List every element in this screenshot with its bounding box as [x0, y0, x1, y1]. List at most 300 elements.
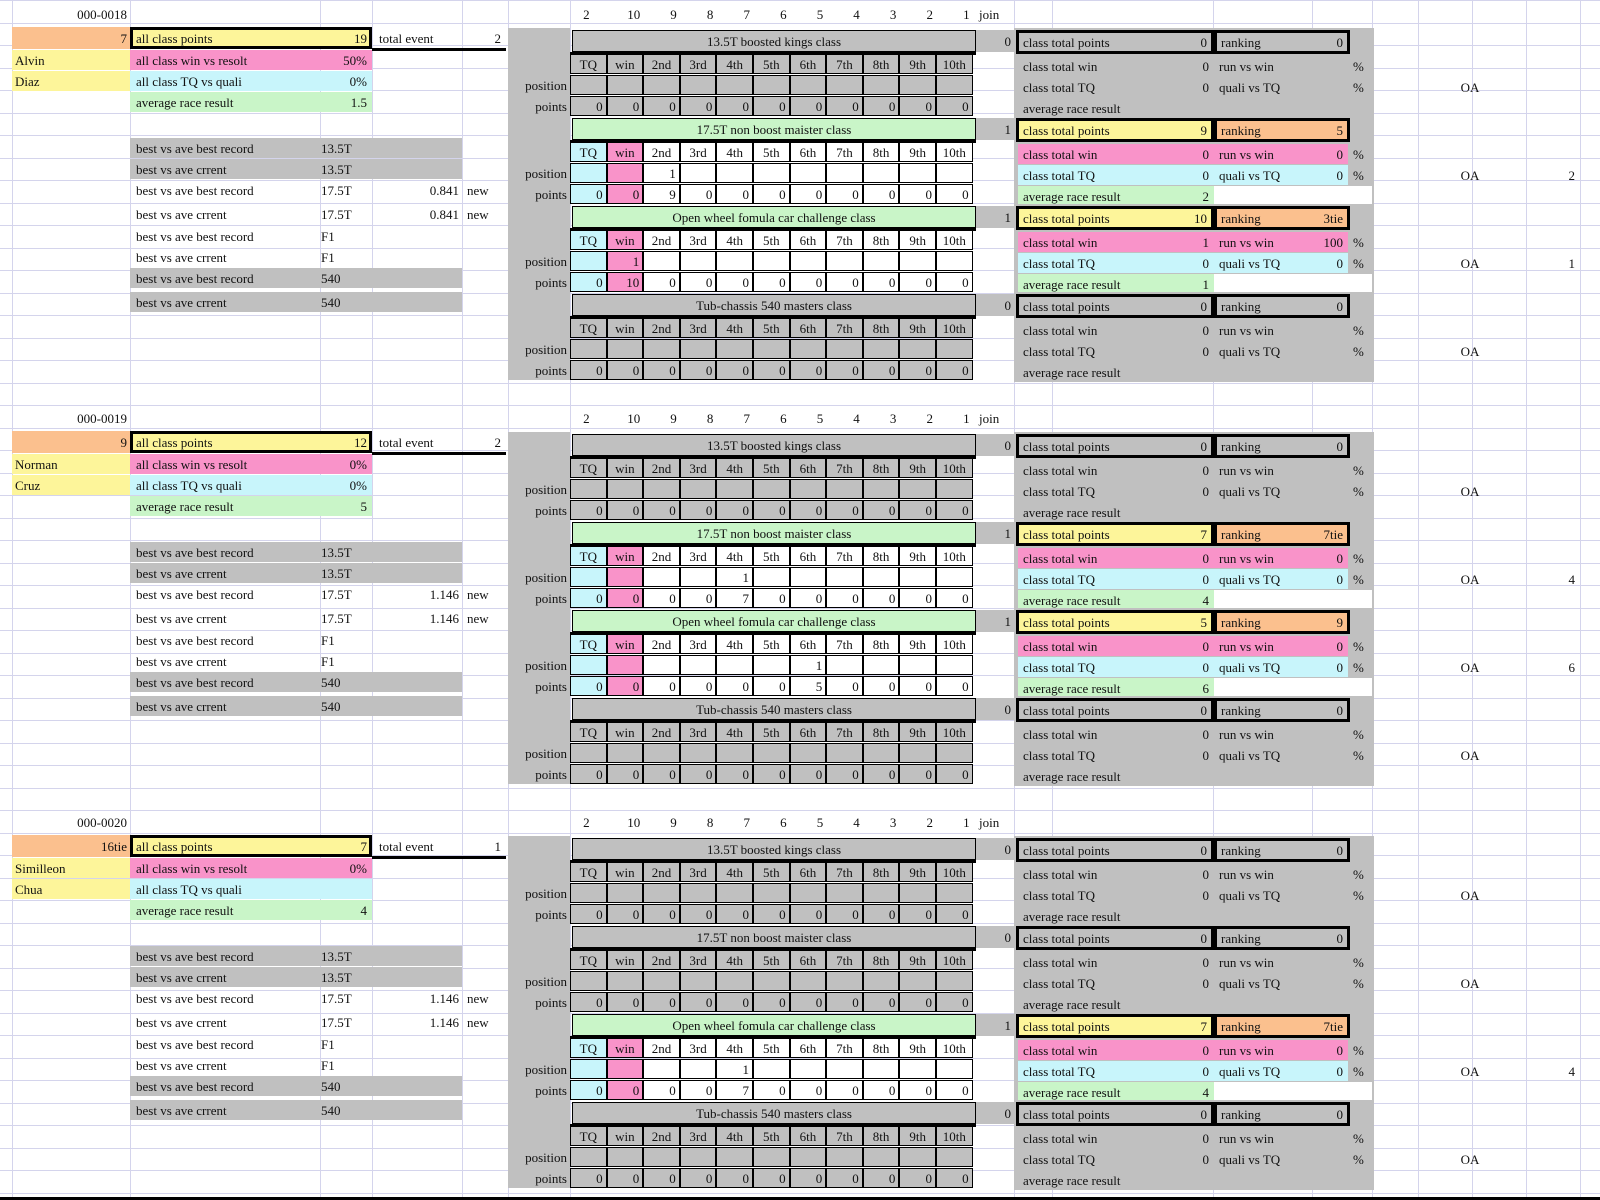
- points-cell[interactable]: 0: [570, 184, 607, 204]
- position-cell[interactable]: [826, 1147, 863, 1167]
- class-total-tq-value[interactable]: 0: [1202, 167, 1209, 183]
- position-cell[interactable]: [570, 163, 607, 183]
- total-event-value[interactable]: 2: [494, 30, 501, 46]
- points-cell[interactable]: 0: [826, 360, 863, 380]
- record-flag[interactable]: new: [467, 1014, 489, 1030]
- points-cell[interactable]: 0: [643, 764, 680, 784]
- column-header-10th[interactable]: 10th: [936, 458, 973, 478]
- record-flag[interactable]: [464, 651, 504, 671]
- position-cell[interactable]: [936, 971, 973, 991]
- position-cell[interactable]: [680, 75, 717, 95]
- column-header-8th[interactable]: 8th: [863, 142, 900, 162]
- position-cell[interactable]: [607, 567, 644, 587]
- column-header-2nd[interactable]: 2nd: [643, 634, 680, 654]
- class-total-win-value[interactable]: 0: [1202, 866, 1209, 882]
- position-cell[interactable]: [643, 567, 680, 587]
- position-cell[interactable]: [716, 339, 753, 359]
- position-cell[interactable]: [790, 163, 827, 183]
- points-cell[interactable]: 0: [680, 588, 717, 608]
- record-value[interactable]: [380, 651, 462, 671]
- column-header-7th[interactable]: 7th: [826, 230, 863, 250]
- column-header-9th[interactable]: 9th: [899, 1126, 936, 1146]
- position-cell[interactable]: [790, 339, 827, 359]
- racer-id[interactable]: 000-0019: [77, 410, 127, 426]
- points-cell[interactable]: 0: [716, 272, 753, 292]
- points-cell[interactable]: 0: [643, 588, 680, 608]
- column-header-9th[interactable]: 9th: [899, 142, 936, 162]
- column-header-10th[interactable]: 10th: [936, 950, 973, 970]
- points-cell[interactable]: 0: [753, 764, 790, 784]
- record-class[interactable]: F1: [321, 228, 335, 244]
- points-cell[interactable]: 0: [863, 1168, 900, 1188]
- position-cell[interactable]: [936, 479, 973, 499]
- run-vs-win-value[interactable]: [1290, 952, 1346, 972]
- record-class[interactable]: F1: [321, 1057, 335, 1073]
- points-cell[interactable]: 0: [899, 992, 936, 1012]
- column-header-10th[interactable]: 10th: [936, 1038, 973, 1058]
- oa-value[interactable]: [1530, 77, 1578, 97]
- column-header-TQ[interactable]: TQ: [570, 458, 607, 478]
- position-cell[interactable]: [643, 1147, 680, 1167]
- class-average-value[interactable]: [1150, 994, 1212, 1014]
- position-cell[interactable]: [643, 479, 680, 499]
- record-value[interactable]: 0.841: [429, 182, 459, 198]
- position-cell[interactable]: [936, 251, 973, 271]
- points-cell[interactable]: 0: [570, 1080, 607, 1100]
- column-header-6th[interactable]: 6th: [790, 950, 827, 970]
- points-cell[interactable]: 0: [570, 992, 607, 1012]
- points-cell[interactable]: 0: [826, 992, 863, 1012]
- position-cell[interactable]: [607, 655, 644, 675]
- column-header-4th[interactable]: 4th: [716, 142, 753, 162]
- class-join-value[interactable]: 0: [976, 698, 1014, 720]
- class-join-value[interactable]: 1: [976, 1014, 1014, 1036]
- column-header-6th[interactable]: 6th: [790, 230, 827, 250]
- points-cell[interactable]: 0: [680, 676, 717, 696]
- class-total-tq-value[interactable]: 0: [1202, 1063, 1209, 1079]
- column-header-6th[interactable]: 6th: [790, 634, 827, 654]
- points-cell[interactable]: 0: [899, 360, 936, 380]
- column-header-4th[interactable]: 4th: [716, 1126, 753, 1146]
- ranking-value[interactable]: 9: [1336, 614, 1343, 630]
- quali-vs-tq-value[interactable]: 0: [1336, 1063, 1343, 1079]
- position-cell[interactable]: [899, 163, 936, 183]
- column-header-7th[interactable]: 7th: [826, 1038, 863, 1058]
- column-header-6th[interactable]: 6th: [790, 54, 827, 74]
- position-cell[interactable]: [863, 163, 900, 183]
- class-total-tq-value[interactable]: 0: [1202, 571, 1209, 587]
- all-class-tq-value[interactable]: [300, 879, 370, 899]
- column-header-4th[interactable]: 4th: [716, 722, 753, 742]
- position-cell[interactable]: [607, 1147, 644, 1167]
- ranking-value[interactable]: 0: [1336, 34, 1343, 50]
- position-cell[interactable]: [570, 1059, 607, 1079]
- position-cell[interactable]: [790, 883, 827, 903]
- position-cell[interactable]: [643, 339, 680, 359]
- position-cell[interactable]: 1: [716, 1059, 753, 1079]
- oa-value[interactable]: [1530, 341, 1578, 361]
- position-cell[interactable]: [680, 567, 717, 587]
- column-header-7th[interactable]: 7th: [826, 318, 863, 338]
- position-cell[interactable]: [643, 655, 680, 675]
- points-cell[interactable]: 0: [899, 904, 936, 924]
- run-vs-win-value[interactable]: [1290, 320, 1346, 340]
- all-class-win-value[interactable]: 50%: [343, 52, 367, 68]
- column-header-5th[interactable]: 5th: [753, 458, 790, 478]
- class-total-points-value[interactable]: 10: [1194, 210, 1207, 226]
- class-title[interactable]: 17.5T non boost maister class: [572, 118, 976, 140]
- racer-first-name[interactable]: Norman: [12, 454, 130, 474]
- points-cell[interactable]: 0: [570, 588, 607, 608]
- points-cell[interactable]: 0: [607, 184, 644, 204]
- overall-rank[interactable]: 7: [12, 27, 130, 49]
- class-total-tq-value[interactable]: 0: [1202, 887, 1209, 903]
- points-cell[interactable]: 7: [716, 1080, 753, 1100]
- position-cell[interactable]: [899, 743, 936, 763]
- points-cell[interactable]: 0: [680, 360, 717, 380]
- points-cell[interactable]: 0: [790, 500, 827, 520]
- record-flag[interactable]: [464, 268, 504, 288]
- class-title[interactable]: Tub-chassis 540 masters class: [572, 294, 976, 316]
- run-vs-win-value[interactable]: 0: [1336, 638, 1343, 654]
- points-cell[interactable]: 0: [790, 1168, 827, 1188]
- column-header-8th[interactable]: 8th: [863, 950, 900, 970]
- position-cell[interactable]: [570, 479, 607, 499]
- record-flag[interactable]: [464, 1100, 504, 1120]
- record-flag[interactable]: new: [467, 990, 489, 1006]
- class-total-points-value[interactable]: 0: [1200, 842, 1207, 858]
- ranking-value[interactable]: 0: [1336, 438, 1343, 454]
- class-total-points-value[interactable]: 7: [1200, 526, 1207, 542]
- points-cell[interactable]: 0: [863, 764, 900, 784]
- column-header-7th[interactable]: 7th: [826, 722, 863, 742]
- position-cell[interactable]: [826, 1059, 863, 1079]
- ranking-value[interactable]: 5: [1336, 122, 1343, 138]
- record-flag[interactable]: [464, 1034, 504, 1054]
- points-cell[interactable]: 0: [607, 904, 644, 924]
- column-header-7th[interactable]: 7th: [826, 1126, 863, 1146]
- column-header-6th[interactable]: 6th: [790, 1038, 827, 1058]
- points-cell[interactable]: 0: [643, 272, 680, 292]
- points-cell[interactable]: 0: [790, 1080, 827, 1100]
- run-vs-win-value[interactable]: [1290, 1128, 1346, 1148]
- points-cell[interactable]: 0: [680, 184, 717, 204]
- position-cell[interactable]: [570, 251, 607, 271]
- points-cell[interactable]: 0: [936, 272, 973, 292]
- column-header-3rd[interactable]: 3rd: [680, 722, 717, 742]
- class-join-value[interactable]: 1: [976, 118, 1014, 140]
- racer-last-name[interactable]: Chua: [12, 879, 130, 899]
- record-class[interactable]: F1: [321, 1036, 335, 1052]
- column-header-win[interactable]: win: [607, 862, 644, 882]
- column-header-TQ[interactable]: TQ: [570, 230, 607, 250]
- position-cell[interactable]: [863, 743, 900, 763]
- points-cell[interactable]: 0: [899, 184, 936, 204]
- average-race-result-value[interactable]: 4: [360, 902, 367, 918]
- all-class-tq-value[interactable]: 0%: [349, 477, 367, 493]
- column-header-5th[interactable]: 5th: [753, 546, 790, 566]
- position-cell[interactable]: [753, 1059, 790, 1079]
- column-header-win[interactable]: win: [607, 458, 644, 478]
- points-cell[interactable]: 0: [899, 676, 936, 696]
- ranking-value[interactable]: 7tie: [1323, 1018, 1343, 1034]
- position-cell[interactable]: [643, 251, 680, 271]
- column-header-8th[interactable]: 8th: [863, 722, 900, 742]
- position-cell[interactable]: [863, 567, 900, 587]
- points-cell[interactable]: 0: [643, 96, 680, 116]
- points-cell[interactable]: 0: [570, 904, 607, 924]
- class-total-points-value[interactable]: 5: [1200, 614, 1207, 630]
- column-header-3rd[interactable]: 3rd: [680, 318, 717, 338]
- run-vs-win-value[interactable]: [1290, 724, 1346, 744]
- points-cell[interactable]: 0: [716, 184, 753, 204]
- position-cell[interactable]: [753, 971, 790, 991]
- position-cell[interactable]: [753, 655, 790, 675]
- points-cell[interactable]: 0: [570, 1168, 607, 1188]
- class-total-win-value[interactable]: 0: [1202, 726, 1209, 742]
- record-value[interactable]: [380, 1055, 462, 1075]
- record-class[interactable]: 17.5T: [321, 206, 352, 222]
- points-cell[interactable]: 0: [863, 588, 900, 608]
- record-flag[interactable]: [464, 292, 504, 312]
- points-cell[interactable]: 0: [643, 992, 680, 1012]
- class-join-value[interactable]: 0: [976, 294, 1014, 316]
- points-cell[interactable]: 0: [753, 1168, 790, 1188]
- position-cell[interactable]: [899, 1147, 936, 1167]
- column-header-8th[interactable]: 8th: [863, 546, 900, 566]
- position-cell[interactable]: [826, 163, 863, 183]
- class-total-tq-value[interactable]: 0: [1202, 1151, 1209, 1167]
- points-cell[interactable]: 0: [936, 360, 973, 380]
- column-header-10th[interactable]: 10th: [936, 1126, 973, 1146]
- points-cell[interactable]: 0: [863, 676, 900, 696]
- column-header-win[interactable]: win: [607, 1126, 644, 1146]
- points-cell[interactable]: 0: [753, 272, 790, 292]
- position-cell[interactable]: [570, 655, 607, 675]
- all-class-tq-value[interactable]: 0%: [349, 73, 367, 89]
- record-flag[interactable]: [464, 159, 504, 179]
- overall-rank[interactable]: 16tie: [12, 835, 130, 857]
- position-cell[interactable]: [680, 743, 717, 763]
- record-value[interactable]: [380, 159, 462, 179]
- column-header-2nd[interactable]: 2nd: [643, 142, 680, 162]
- points-cell[interactable]: 0: [643, 1080, 680, 1100]
- run-vs-win-value[interactable]: [1290, 864, 1346, 884]
- all-class-points-value[interactable]: 12: [354, 434, 367, 450]
- position-cell[interactable]: [790, 971, 827, 991]
- position-cell[interactable]: [753, 743, 790, 763]
- points-cell[interactable]: 0: [899, 1080, 936, 1100]
- points-cell[interactable]: 0: [607, 992, 644, 1012]
- position-cell[interactable]: [790, 1059, 827, 1079]
- points-cell[interactable]: 0: [899, 272, 936, 292]
- record-class[interactable]: 540: [321, 674, 341, 690]
- class-join-value[interactable]: 0: [976, 926, 1014, 948]
- record-class[interactable]: 540: [321, 294, 341, 310]
- position-cell[interactable]: [936, 339, 973, 359]
- record-value[interactable]: [380, 247, 462, 267]
- position-cell[interactable]: [826, 479, 863, 499]
- position-cell[interactable]: [899, 567, 936, 587]
- position-cell[interactable]: [899, 75, 936, 95]
- position-cell[interactable]: [863, 339, 900, 359]
- class-total-tq-value[interactable]: 0: [1202, 343, 1209, 359]
- record-class[interactable]: 13.5T: [321, 565, 352, 581]
- points-cell[interactable]: 0: [570, 360, 607, 380]
- position-cell[interactable]: [607, 1059, 644, 1079]
- position-cell[interactable]: 1: [607, 251, 644, 271]
- record-flag[interactable]: [464, 967, 504, 987]
- column-header-6th[interactable]: 6th: [790, 546, 827, 566]
- oa-value[interactable]: 4: [1568, 571, 1575, 587]
- record-flag[interactable]: [464, 138, 504, 158]
- record-flag[interactable]: new: [467, 182, 489, 198]
- position-cell[interactable]: [753, 883, 790, 903]
- ranking-value[interactable]: 0: [1336, 842, 1343, 858]
- class-average-value[interactable]: [1150, 1170, 1212, 1190]
- points-cell[interactable]: 0: [607, 676, 644, 696]
- record-value[interactable]: 1.146: [429, 610, 459, 626]
- points-cell[interactable]: 0: [753, 500, 790, 520]
- quali-vs-tq-value[interactable]: [1290, 973, 1346, 993]
- record-value[interactable]: [380, 672, 462, 692]
- position-cell[interactable]: [790, 567, 827, 587]
- column-header-3rd[interactable]: 3rd: [680, 142, 717, 162]
- column-header-4th[interactable]: 4th: [716, 54, 753, 74]
- run-vs-win-value[interactable]: 0: [1336, 550, 1343, 566]
- points-cell[interactable]: 0: [826, 184, 863, 204]
- position-cell[interactable]: [570, 75, 607, 95]
- class-total-win-value[interactable]: 0: [1202, 954, 1209, 970]
- quali-vs-tq-value[interactable]: [1290, 1149, 1346, 1169]
- position-cell[interactable]: [863, 479, 900, 499]
- column-header-win[interactable]: win: [607, 722, 644, 742]
- record-value[interactable]: [380, 542, 462, 562]
- column-header-7th[interactable]: 7th: [826, 458, 863, 478]
- column-header-4th[interactable]: 4th: [716, 546, 753, 566]
- column-header-5th[interactable]: 5th: [753, 862, 790, 882]
- record-class[interactable]: 540: [321, 1102, 341, 1118]
- record-value[interactable]: [380, 292, 462, 312]
- all-class-win-value[interactable]: 0%: [349, 456, 367, 472]
- position-cell[interactable]: [863, 883, 900, 903]
- position-cell[interactable]: 1: [643, 163, 680, 183]
- ranking-value[interactable]: 7tie: [1323, 526, 1343, 542]
- class-average-value[interactable]: 4: [1202, 592, 1209, 608]
- class-average-value[interactable]: [1150, 906, 1212, 926]
- points-cell[interactable]: 0: [790, 96, 827, 116]
- points-cell[interactable]: 0: [753, 676, 790, 696]
- points-cell[interactable]: 0: [716, 904, 753, 924]
- position-cell[interactable]: [607, 75, 644, 95]
- column-header-9th[interactable]: 9th: [899, 634, 936, 654]
- position-cell[interactable]: [790, 75, 827, 95]
- column-header-TQ[interactable]: TQ: [570, 1126, 607, 1146]
- class-total-tq-value[interactable]: 0: [1202, 255, 1209, 271]
- column-header-4th[interactable]: 4th: [716, 950, 753, 970]
- class-title[interactable]: Open wheel fomula car challenge class: [572, 206, 976, 228]
- points-cell[interactable]: 0: [643, 360, 680, 380]
- points-cell[interactable]: 0: [607, 588, 644, 608]
- position-cell[interactable]: [753, 251, 790, 271]
- position-cell[interactable]: [790, 251, 827, 271]
- column-header-10th[interactable]: 10th: [936, 54, 973, 74]
- class-total-win-value[interactable]: 0: [1202, 146, 1209, 162]
- class-total-points-value[interactable]: 0: [1200, 702, 1207, 718]
- class-total-points-value[interactable]: 0: [1200, 1106, 1207, 1122]
- column-header-5th[interactable]: 5th: [753, 54, 790, 74]
- column-header-5th[interactable]: 5th: [753, 722, 790, 742]
- points-cell[interactable]: 0: [899, 96, 936, 116]
- quali-vs-tq-value[interactable]: 0: [1336, 659, 1343, 675]
- column-header-2nd[interactable]: 2nd: [643, 318, 680, 338]
- points-cell[interactable]: 0: [790, 904, 827, 924]
- oa-value[interactable]: 4: [1568, 1063, 1575, 1079]
- column-header-5th[interactable]: 5th: [753, 318, 790, 338]
- class-total-win-value[interactable]: 0: [1202, 1042, 1209, 1058]
- column-header-10th[interactable]: 10th: [936, 634, 973, 654]
- record-class[interactable]: 17.5T: [321, 610, 352, 626]
- column-header-4th[interactable]: 4th: [716, 1038, 753, 1058]
- column-header-5th[interactable]: 5th: [753, 1038, 790, 1058]
- position-cell[interactable]: [826, 655, 863, 675]
- class-total-win-value[interactable]: 1: [1202, 234, 1209, 250]
- column-header-9th[interactable]: 9th: [899, 318, 936, 338]
- column-header-8th[interactable]: 8th: [863, 1126, 900, 1146]
- quali-vs-tq-value[interactable]: 0: [1336, 167, 1343, 183]
- column-header-8th[interactable]: 8th: [863, 230, 900, 250]
- class-total-tq-value[interactable]: 0: [1202, 483, 1209, 499]
- column-header-4th[interactable]: 4th: [716, 458, 753, 478]
- column-header-win[interactable]: win: [607, 546, 644, 566]
- column-header-10th[interactable]: 10th: [936, 142, 973, 162]
- position-cell[interactable]: [826, 75, 863, 95]
- position-cell[interactable]: [680, 1147, 717, 1167]
- record-flag[interactable]: [464, 630, 504, 650]
- position-cell[interactable]: [680, 339, 717, 359]
- class-average-value[interactable]: 1: [1202, 276, 1209, 292]
- points-cell[interactable]: 0: [680, 1168, 717, 1188]
- points-cell[interactable]: 0: [753, 184, 790, 204]
- points-cell[interactable]: 0: [716, 992, 753, 1012]
- position-cell[interactable]: [899, 251, 936, 271]
- position-cell[interactable]: [716, 163, 753, 183]
- position-cell[interactable]: [680, 1059, 717, 1079]
- record-class[interactable]: 13.5T: [321, 948, 352, 964]
- class-average-value[interactable]: [1150, 766, 1212, 786]
- class-join-value[interactable]: 0: [976, 1102, 1014, 1124]
- record-flag[interactable]: [464, 563, 504, 583]
- points-cell[interactable]: 0: [753, 992, 790, 1012]
- points-cell[interactable]: 0: [936, 96, 973, 116]
- class-title[interactable]: 13.5T boosted kings class: [572, 30, 976, 52]
- run-vs-win-value[interactable]: 0: [1336, 1042, 1343, 1058]
- points-cell[interactable]: 0: [716, 500, 753, 520]
- run-vs-win-value[interactable]: [1290, 460, 1346, 480]
- position-cell[interactable]: [790, 479, 827, 499]
- record-class[interactable]: 17.5T: [321, 990, 352, 1006]
- record-value[interactable]: [380, 268, 462, 288]
- class-total-win-value[interactable]: 0: [1202, 322, 1209, 338]
- position-cell[interactable]: [753, 339, 790, 359]
- record-flag[interactable]: [464, 1055, 504, 1075]
- column-header-10th[interactable]: 10th: [936, 546, 973, 566]
- points-cell[interactable]: 0: [863, 1080, 900, 1100]
- position-cell[interactable]: [899, 339, 936, 359]
- racer-first-name[interactable]: Alvin: [12, 50, 130, 70]
- position-cell[interactable]: [863, 75, 900, 95]
- oa-value[interactable]: 1: [1568, 255, 1575, 271]
